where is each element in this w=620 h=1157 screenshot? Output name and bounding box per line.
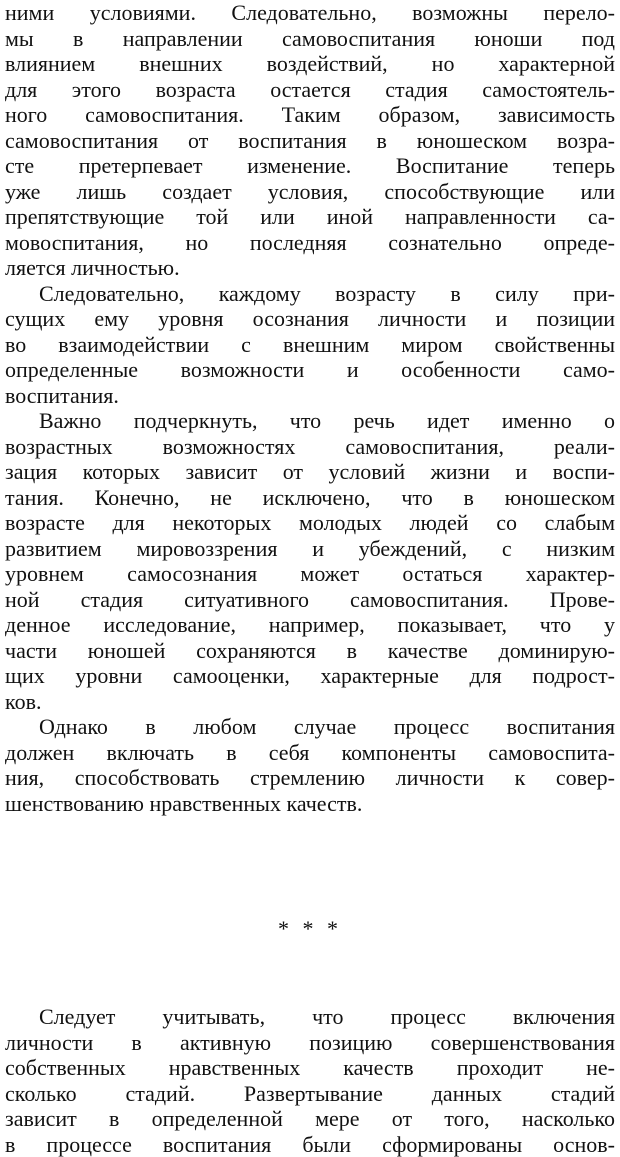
text-line: ной стадия ситуативного самовоспитания. Прове- <box>5 587 615 613</box>
text-line: ними условиями. Следовательно, возможны перело- <box>5 0 615 26</box>
text-line: Однако в любом случае процесс воспитания <box>5 714 615 740</box>
text-line: личности в активную позицию совершенствования <box>5 1030 615 1056</box>
text-line: зация которых зависит от условий жизни и воспи- <box>5 459 615 485</box>
text-line: уровнем самосознания может остаться характер- <box>5 561 615 587</box>
text-line: собственных нравственных качеств проходит не- <box>5 1055 615 1081</box>
text-line: ляется личностью. <box>5 255 615 281</box>
text-line: уже лишь создает условия, способствующие или <box>5 179 615 205</box>
paragraph-1 <box>5 0 615 281</box>
text-line: самовоспитания от воспитания в юношеском возра- <box>5 128 615 154</box>
text-line: ного самовоспитания. Таким образом, зависимость <box>5 102 615 128</box>
text-line: зависит в определенной мере от того, насколько <box>5 1106 615 1132</box>
section-spacer <box>5 942 615 1004</box>
text-line: в процессе воспитания были сформированы основ- <box>5 1132 615 1157</box>
text-line: Следовательно, каждому возрасту в силу при- <box>5 281 615 307</box>
text-line: определенные возможности и особенности само- <box>5 357 615 383</box>
text-line: во взаимодействии с внешним миром свойственны <box>5 332 615 358</box>
text-line: воспитания. <box>5 383 615 409</box>
text-line: препятствующие той или иной направленности са- <box>5 204 615 230</box>
text-line: части юношей сохраняются в качестве доминирую- <box>5 638 615 664</box>
section-separator: * * * <box>5 916 615 942</box>
text-line: мы в направлении самовоспитания юноши под <box>5 26 615 52</box>
text-line: шенствованию нравственных качеств. <box>5 791 615 817</box>
text-line: сущих ему уровня осознания личности и позиции <box>5 306 615 332</box>
text-line: развитием мировоззрения и убеждений, с низким <box>5 536 615 562</box>
section-spacer <box>5 816 615 916</box>
text-line: должен включать в себя компоненты самовоспита- <box>5 740 615 766</box>
paragraph-5 <box>5 1004 615 1157</box>
paragraph-3 <box>5 408 615 714</box>
text-line: тания. Конечно, не исключено, что в юношеском <box>5 485 615 511</box>
text-line: возрастных возможностях самовоспитания, реали- <box>5 434 615 460</box>
text-line: сте претерпевает изменение. Воспитание теперь <box>5 153 615 179</box>
text-line: мовоспитания, но последняя сознательно опреде- <box>5 230 615 256</box>
text-line: влиянием внешних воздействий, но характерной <box>5 51 615 77</box>
text-line: ния, способствовать стремлению личности к совер- <box>5 765 615 791</box>
text-line: сколько стадий. Развертывание данных стадий <box>5 1081 615 1107</box>
text-line: Важно подчеркнуть, что речь идет именно о <box>5 408 615 434</box>
text-line: возрасте для некоторых молодых людей со слабым <box>5 510 615 536</box>
paragraph-4 <box>5 714 615 816</box>
text-line: денное исследование, например, показывает, что у <box>5 612 615 638</box>
paragraph-2 <box>5 281 615 409</box>
text-line: для этого возраста остается стадия самостоятель- <box>5 77 615 103</box>
text-line: ков. <box>5 689 615 715</box>
text-line: щих уровни самооценки, характерные для подрост- <box>5 663 615 689</box>
document-page <box>5 0 615 1157</box>
text-line: Следует учитывать, что процесс включения <box>5 1004 615 1030</box>
